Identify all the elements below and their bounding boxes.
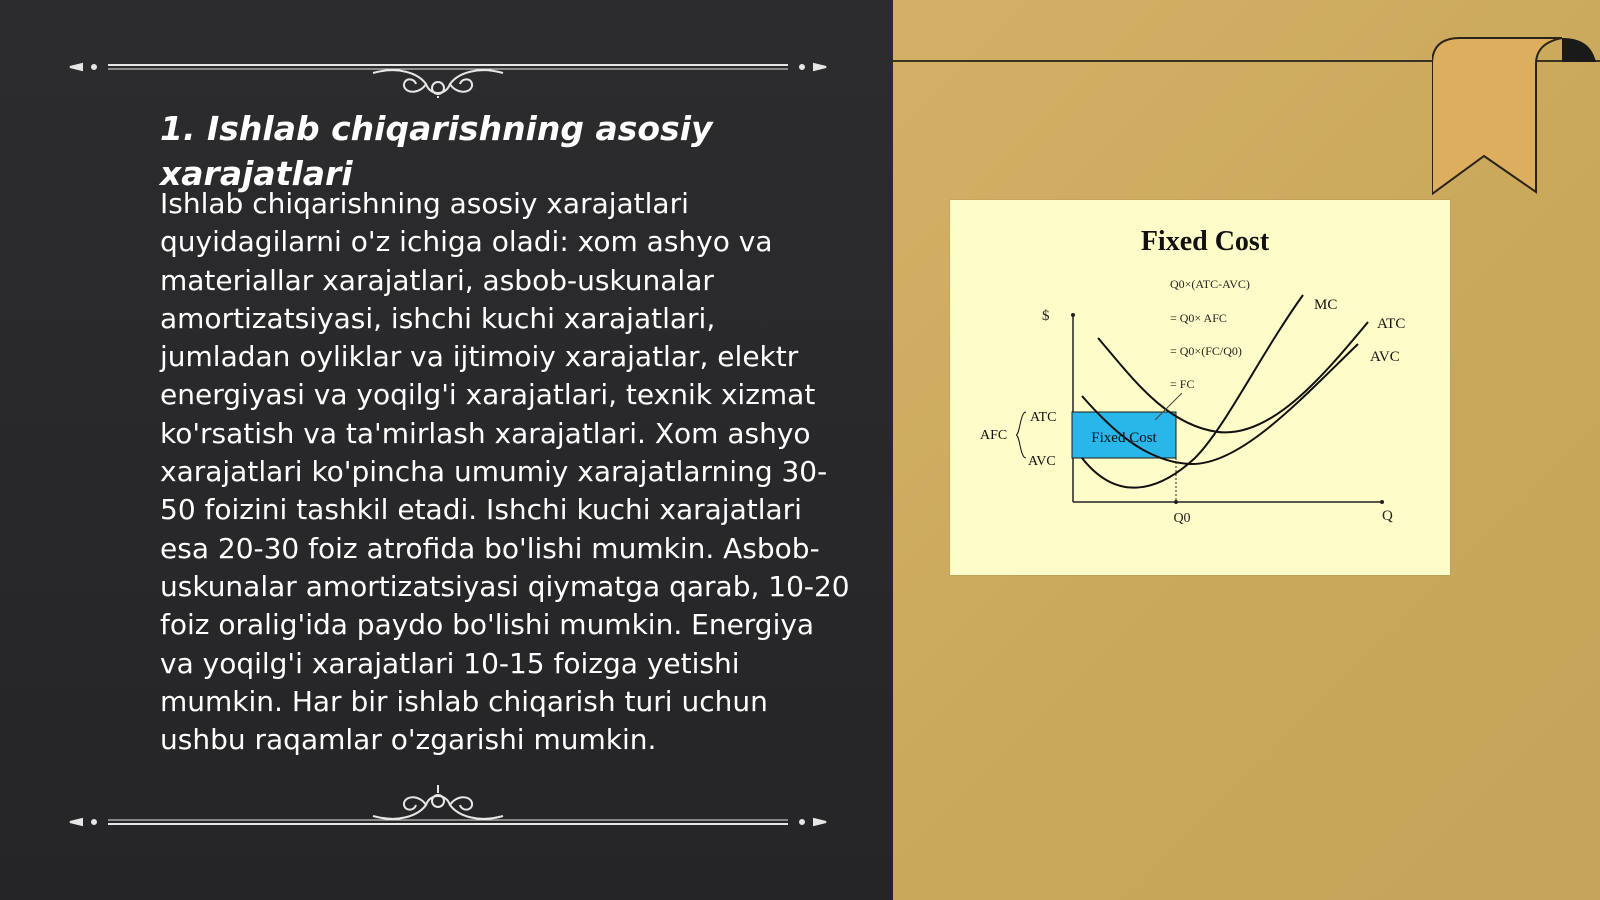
x-axis-label: Q [1382,508,1393,524]
annotation-line-2: = Q0× AFC [1170,311,1227,325]
annotation-line-4: = FC [1170,377,1195,391]
annotation-line-3: = Q0×(FC/Q0) [1170,344,1242,358]
afc-axis-mark: AFC [980,428,1008,443]
q0-label: Q0 [1173,511,1191,526]
mc-label: MC [1314,297,1338,313]
fixed-cost-diagram [950,200,1450,575]
ornament-top-divider [68,38,828,98]
bookmark-ribbon [1432,34,1600,204]
annotation-line-1: Q0×(ATC-AVC) [1170,277,1250,291]
ornament-bottom-divider [68,775,828,835]
y-axis-label: $ [1042,308,1050,324]
atc-axis-mark: ATC [1030,410,1057,425]
avc-curve-label: AVC [1370,349,1400,365]
avc-axis-mark: AVC [1028,454,1056,469]
slide-body-text: Ishlab chiqarishning asosiy xarajatlari quyidagilarni o'z ichiga oladi: xom ashyo va materiallar xarajatlari, asbob-uskunalar amortizatsiyasi, ishchi kuchi xarajatlari, jumladan oyliklar va ijtimoiy xarajatlar, elektr energiyasi va yoqilg'i xarajatlari, texnik xizmat ko'rsatish va ta'mirlash xarajatlari. Xom ashyo xarajatlari ko'pincha umumiy xarajatlarning 30-50 foizini tashkil etadi. Ishchi kuchi xarajatlari esa 20-30 foiz atrofida bo'lishi mumkin. Asbob-uskunalar amortizatsiyasi qiymatga qarab, 10-20 foiz oralig'ida paydo bo'lishi mumkin. Energiya va yoqilg'i xarajatlari 10-15 foizga yetishi mumkin. Har bir ishlab chiqarish turi uchun ushbu raqamlar o'zgarishi mumkin. [160,187,850,757]
diagram-title: Fixed Cost [1140,226,1270,257]
fixed-cost-box-label: Fixed Cost [1091,430,1157,446]
atc-curve-label: ATC [1377,316,1406,332]
slide-title: 1. Ishlab chiqarishning asosiy xarajatlari [160,109,713,193]
